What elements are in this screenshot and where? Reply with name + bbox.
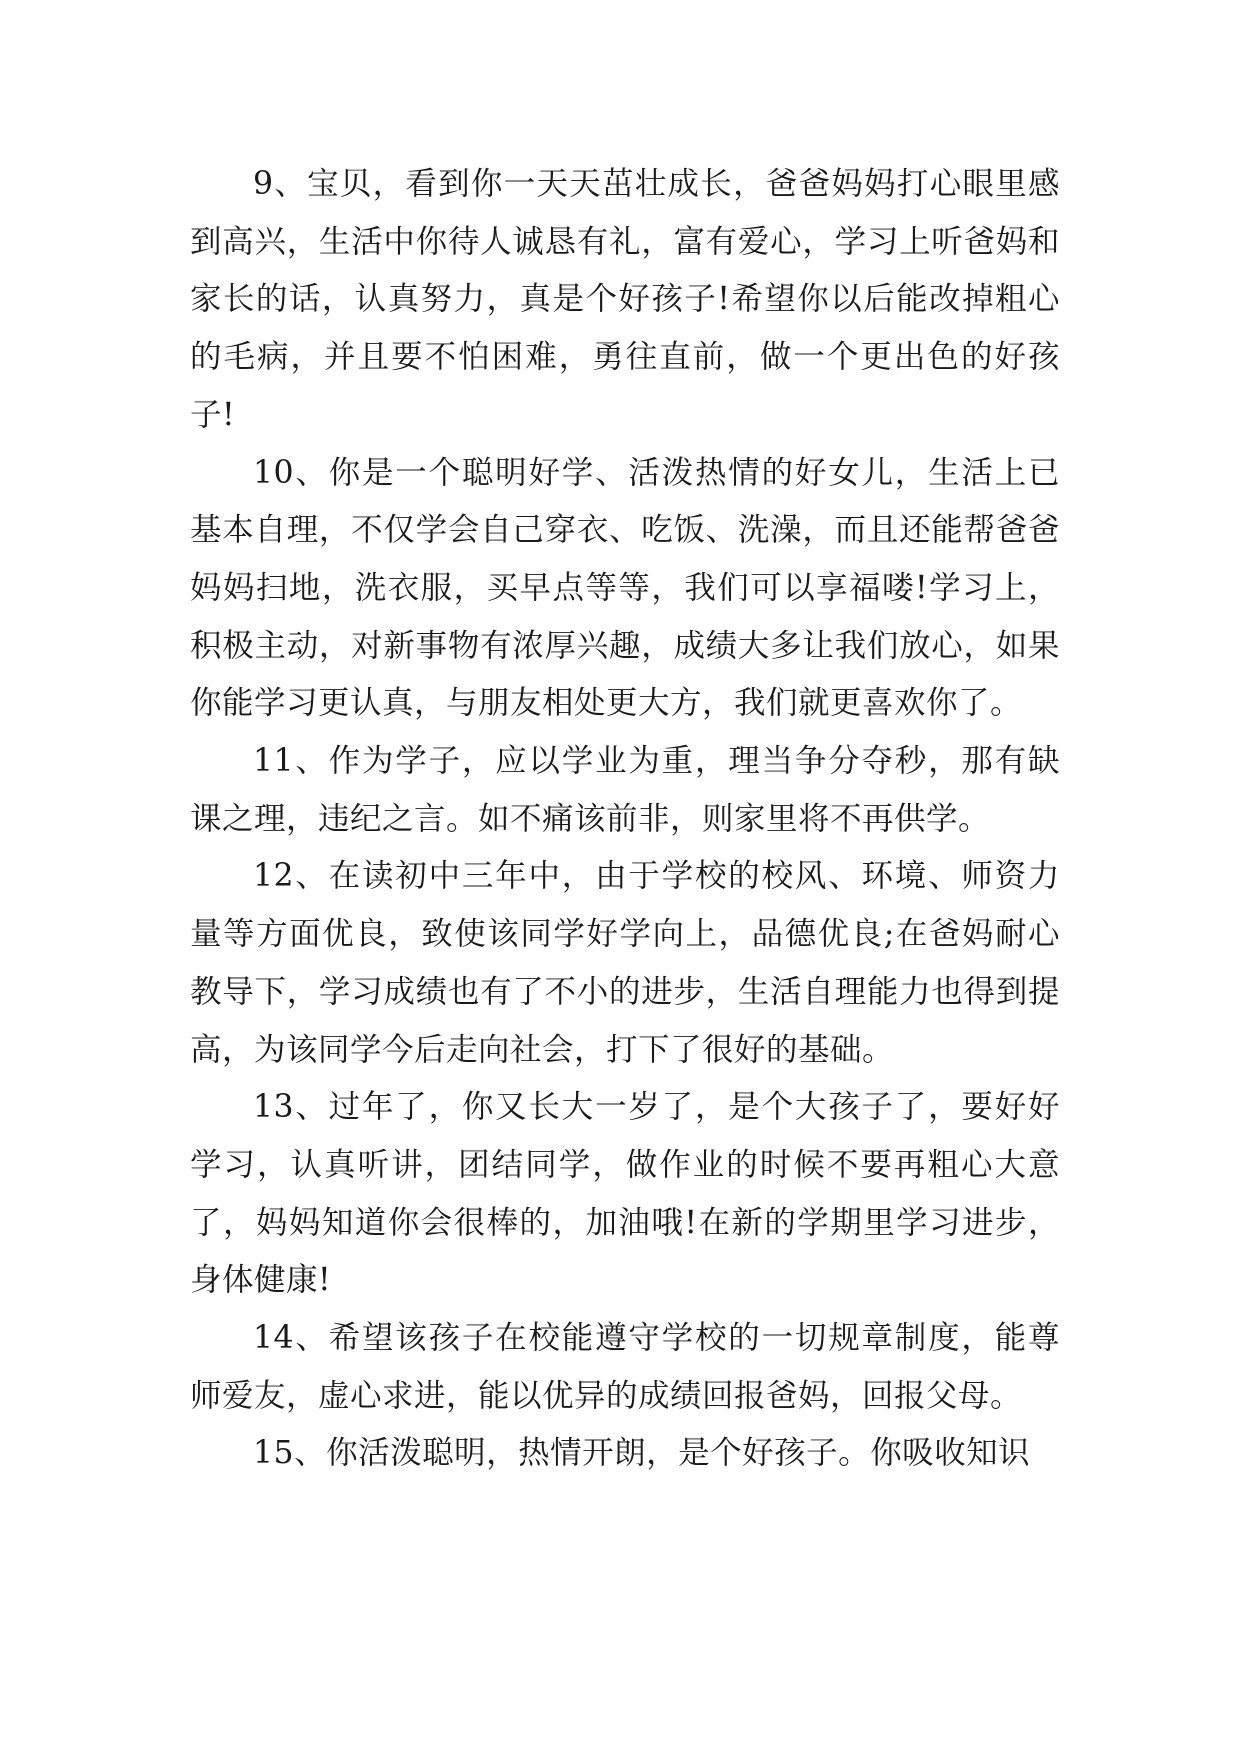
- paragraph-9: 9、宝贝，看到你一天天茁壮成长，爸爸妈妈打心眼里感到高兴，生活中你待人诚恳有礼，富有爱心，学习上听爸妈和家长的话，认真努力，真是个好孩子!希望你以后能改掉粗心的毛病，并且要不怕困难，勇往直前，做一个更出色的好孩子!: [190, 166, 1060, 433]
- paragraph-15: 15、你活泼聪明，热情开朗，是个好孩子。你吸收知识: [253, 1435, 1031, 1472]
- paragraph-13: 13、过年了，你又长大一岁了，是个大孩子了，要好好学习，认真听讲，团结同学，做作业的时候不要再粗心大意了，妈妈知道你会很棒的，加油哦!在新的学期里学习进步，身体健康!: [190, 1089, 1060, 1299]
- paragraph-11: 11、作为学子，应以学业为重，理当争分夺秒，那有缺课之理，违纪之言。如不痛该前非，则家里将不再供学。: [190, 743, 1060, 837]
- paragraph-10: 10、你是一个聪明好学、活泼热情的好女儿，生活上已基本自理，不仅学会自己穿衣、吃饭、洗澡，而且还能帮爸爸妈妈扫地，洗衣服，买早点等等，我们可以享福喽!学习上，积极主动，对新事物有浓厚兴趣，成绩大多让我们放心，如果你能学习更认真，与朋友相处更大方，我们就更喜欢你了。: [190, 454, 1060, 722]
- document-body: [190, 156, 1060, 1483]
- paragraph-12: 12、在读初中三年中，由于学校的校风、环境、师资力量等方面优良，致使该同学好学向上，品德优良;在爸妈耐心教导下，学习成绩也有了不小的进步，生活自理能力也得到提高，为该同学今后走向社会，打下了很好的基础。: [190, 858, 1060, 1068]
- paragraph-14: 14、希望该孩子在校能遵守学校的一切规章制度，能尊师爱友，虚心求进，能以优异的成绩回报爸妈，回报父母。: [190, 1320, 1060, 1414]
